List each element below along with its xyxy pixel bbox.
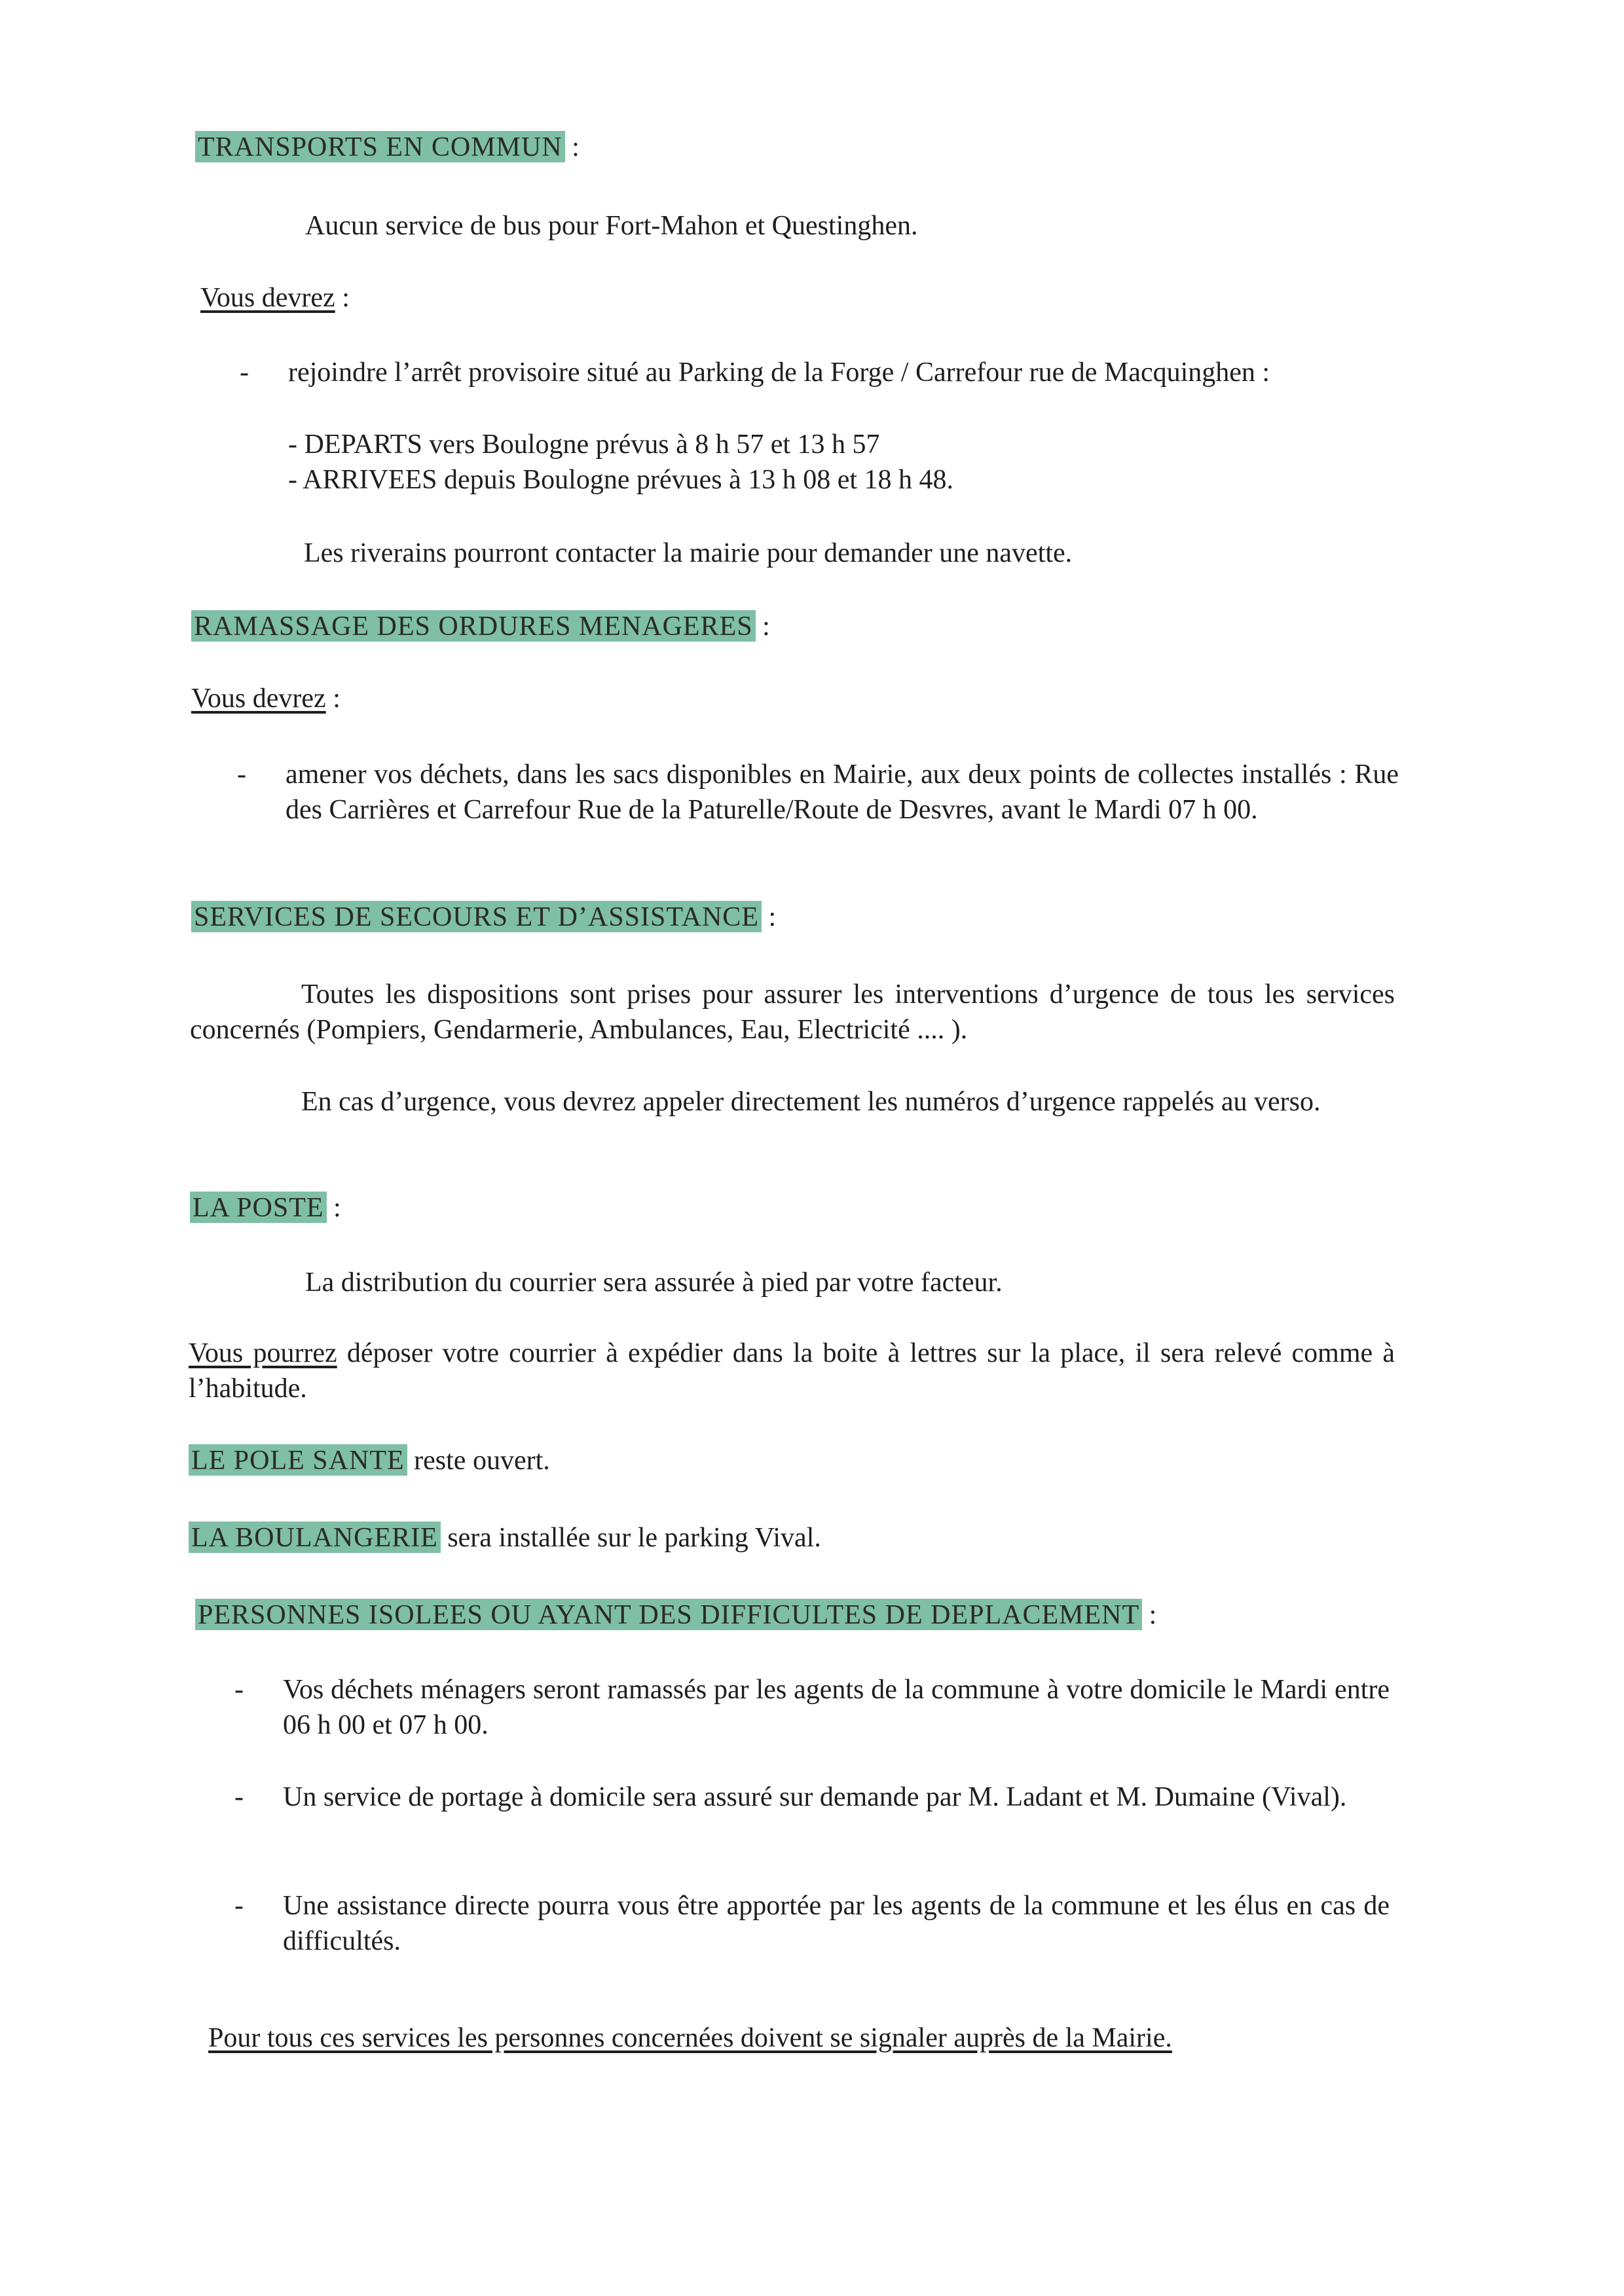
must-colon: : [325, 683, 341, 714]
bullet-dash: - [234, 1675, 244, 1705]
heading-boulangerie: LA BOULANGERIE [189, 1522, 441, 1553]
poste-para2-text: déposer votre courrier à expédier dans la boite à lettres sur la place, il sera relevé comme à l’habitude. [189, 1338, 1395, 1404]
isolees-bullet3: Une assistance directe pourra vous être apportée par les agents de la commune et les élus en cas de difficultés. [283, 1891, 1390, 1956]
transports-bullet: rejoindre l’arrêt provisoire situé au Parking de la Forge / Carrefour rue de Macquinghen : [288, 357, 1270, 388]
bullet-dash: - [234, 1891, 244, 1921]
footer-notice: Pour tous ces services les personnes concernées doivent se signaler auprès de la Mairie. [208, 2023, 1172, 2053]
section-isolees-heading [195, 1597, 1156, 1633]
must-label: Vous devrez [200, 283, 335, 313]
heading-colon: : [761, 902, 777, 932]
secours-para1: Toutes les dispositions sont prises pour assurer les interventions d’urgence de tous les services concernés (Pompiers, Gendarmerie, Ambulances, Eau, Electricité .... ). [190, 979, 1395, 1045]
can-label: Vous pourrez [189, 1338, 337, 1368]
transports-must [200, 280, 350, 316]
section-sante [189, 1443, 550, 1478]
bullet-dash: - [240, 357, 249, 388]
secours-para2: En cas d’urgence, vous devrez appeler directement les numéros d’urgence rappelés au verso. [301, 1087, 1321, 1117]
section-transports-heading [195, 130, 580, 165]
isolees-bullet2: Un service de portage à domicile sera assuré sur demande par M. Ladant et M. Dumaine (Vival). [283, 1782, 1347, 1812]
transports-arrivees: - ARRIVEES depuis Boulogne prévues à 13 h 08 et 18 h 48. [288, 465, 954, 495]
section-poste-heading [190, 1190, 341, 1226]
boulangerie-text: sera installée sur le parking Vival. [440, 1523, 821, 1553]
heading-transports: TRANSPORTS EN COMMUN [195, 131, 565, 162]
heading-colon: : [564, 132, 580, 162]
poste-para2 [189, 1336, 1395, 1406]
transports-departs: - DEPARTS vers Boulogne prévus à 8 h 57 et 13 h 57 [288, 429, 880, 460]
heading-poste: LA POSTE [190, 1192, 327, 1223]
heading-secours: SERVICES DE SECOURS ET D’ASSISTANCE [191, 901, 762, 932]
ordures-bullet: amener vos déchets, dans les sacs disponibles en Mairie, aux deux points de collectes installés : Rue des Carrières et Carrefour Rue de la Paturelle/Route de Desvres, avant le Mardi 07 h 00. [286, 759, 1399, 825]
heading-sante: LE POLE SANTE [189, 1444, 407, 1476]
transports-navette: Les riverains pourront contacter la mairie pour demander une navette. [304, 538, 1073, 568]
must-label: Vous devrez [191, 683, 326, 714]
heading-colon: : [1142, 1600, 1157, 1630]
sante-text: reste ouvert. [407, 1446, 550, 1476]
ordures-must [191, 681, 341, 716]
section-secours-heading [191, 900, 776, 935]
heading-colon: : [755, 611, 770, 642]
poste-para1: La distribution du courrier sera assurée à pied par votre facteur. [305, 1267, 1003, 1298]
section-ordures-heading [191, 609, 770, 644]
heading-isolees: PERSONNES ISOLEES OU AYANT DES DIFFICULTES DE DEPLACEMENT [195, 1599, 1142, 1630]
section-boulangerie [189, 1520, 821, 1556]
bullet-dash: - [234, 1782, 244, 1812]
bullet-dash: - [237, 759, 246, 790]
heading-ordures: RAMASSAGE DES ORDURES MENAGERES [191, 610, 756, 642]
isolees-bullet1: Vos déchets ménagers seront ramassés par les agents de la commune à votre domicile le Mardi entre 06 h 00 et 07 h 00. [283, 1675, 1390, 1740]
heading-colon: : [326, 1193, 341, 1223]
must-colon: : [335, 283, 350, 313]
transports-intro: Aucun service de bus pour Fort-Mahon et Questinghen. [305, 211, 918, 241]
